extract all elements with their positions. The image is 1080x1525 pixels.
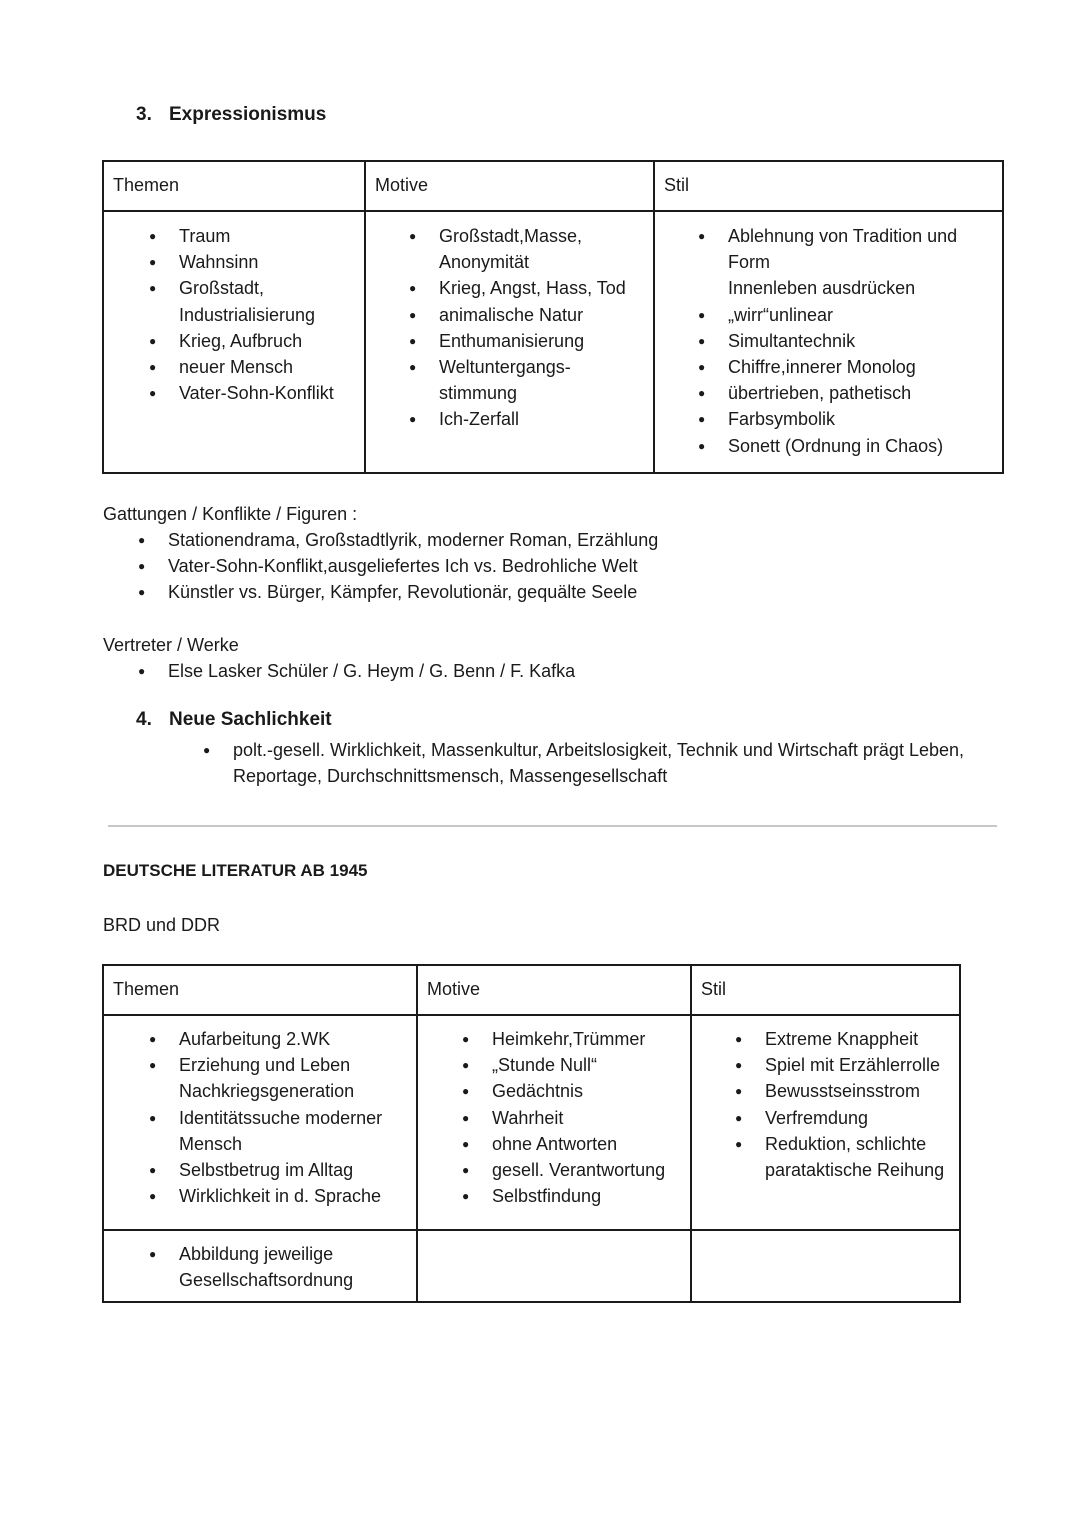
- list-item: ● übertrieben, pathetisch: [728, 380, 1002, 406]
- list-item: ● Ablehnung von Tradition und: [728, 223, 1002, 249]
- list-item: ● ohne Antworten: [492, 1131, 690, 1157]
- motive-cell: [417, 1015, 691, 1230]
- list-item: ● Selbstfindung: [492, 1183, 690, 1209]
- table-header-themen: Themen: [103, 161, 365, 211]
- list-item: ● polt.-gesell. Wirklichkeit, Massenkultur, Arbeitslosigkeit, Technik und Wirtschaft prägt Leben,: [233, 737, 964, 763]
- literatur-1945-subtitle: BRD und DDR: [103, 915, 221, 935]
- empty-cell: [417, 1230, 691, 1302]
- empty-cell: [691, 1230, 960, 1302]
- list-item: ● Krieg, Aufbruch: [179, 328, 364, 354]
- list-item: parataktische Reihung: [765, 1160, 945, 1181]
- section-number: 3.: [136, 104, 152, 125]
- table-header-motive: Motive: [365, 161, 654, 211]
- list-item: ● gesell. Verantwortung: [492, 1157, 690, 1183]
- themen-cell: [103, 211, 365, 473]
- list-item: ● Spiel mit Erzählerrolle: [765, 1052, 959, 1078]
- list-item: ● Stationendrama, Großstadtlyrik, moderner Roman, Erzählung: [168, 527, 658, 553]
- table-header-motive: Motive: [417, 965, 691, 1015]
- list-item: ● Traum: [179, 223, 364, 249]
- list-item: ● animalische Natur: [439, 302, 653, 328]
- gattungen-label: Gattungen / Konflikte / Figuren :: [103, 504, 358, 524]
- list-item: ● Identitätssuche moderner: [179, 1105, 416, 1131]
- list-item: ● „Stunde Null“: [492, 1052, 690, 1078]
- expressionismus-table: [102, 160, 1004, 474]
- list-item: ● neuer Mensch: [179, 354, 364, 380]
- list-item: ● Ich-Zerfall: [439, 406, 653, 432]
- literatur-1945-title: DEUTSCHE LITERATUR AB 1945: [103, 861, 368, 880]
- sachlichkeit-list: [233, 737, 964, 789]
- list-item: Industrialisierung: [179, 304, 316, 325]
- themen-cell: [103, 1015, 417, 1230]
- list-item: ● Heimkehr,Trümmer: [492, 1026, 690, 1052]
- list-item: ● Krieg, Angst, Hass, Tod: [439, 275, 653, 301]
- list-item: ● Else Lasker Schüler / G. Heym / G. Benn / F. Kafka: [168, 658, 575, 684]
- list-item: ● Weltuntergangs-: [439, 354, 653, 380]
- literatur-1945-table: [102, 964, 961, 1303]
- list-item: ● Simultantechnik: [728, 328, 1002, 354]
- extra-themen-cell: [103, 1230, 417, 1302]
- list-item: ● Vater-Sohn-Konflikt: [179, 380, 364, 406]
- vertreter-label: Vertreter / Werke: [103, 635, 239, 655]
- list-item: ● Wirklichkeit in d. Sprache: [179, 1183, 416, 1209]
- list-item: ● Farbsymbolik: [728, 406, 1002, 432]
- list-item: ● Reduktion, schlichte: [765, 1131, 959, 1157]
- table-header-stil: Stil: [691, 965, 960, 1015]
- list-item: ● Wahnsinn: [179, 249, 364, 275]
- list-item: Nachkriegsgeneration: [179, 1081, 355, 1102]
- list-item: Innenleben ausdrücken: [728, 278, 916, 299]
- list-item: Anonymität: [439, 252, 530, 273]
- list-item: Reportage, Durchschnittsmensch, Massengesellschaft: [233, 766, 668, 787]
- stil-cell: [654, 211, 1003, 473]
- section-heading-sachlichkeit: [136, 709, 332, 731]
- list-item: ● Erziehung und Leben: [179, 1052, 416, 1078]
- gattungen-list: [168, 527, 658, 606]
- section-title: Neue Sachlichkeit: [169, 709, 332, 730]
- section-title: Expressionismus: [169, 104, 327, 125]
- list-item: ● Enthumanisierung: [439, 328, 653, 354]
- list-item: ● Extreme Knappheit: [765, 1026, 959, 1052]
- table-header-stil: Stil: [654, 161, 1003, 211]
- list-item: Mensch: [179, 1133, 243, 1154]
- list-item: ● Aufarbeitung 2.WK: [179, 1026, 416, 1052]
- list-item: ● Gedächtnis: [492, 1078, 690, 1104]
- stil-cell: [691, 1015, 960, 1230]
- list-item: ● Bewusstseinsstrom: [765, 1078, 959, 1104]
- list-item: ● Wahrheit: [492, 1105, 690, 1131]
- list-item: stimmung: [439, 383, 518, 404]
- list-item: Gesellschaftsordnung: [179, 1270, 354, 1291]
- section-divider: [108, 825, 997, 827]
- vertreter-list: [168, 658, 575, 684]
- list-item: Form: [728, 252, 770, 273]
- list-item: ● Vater-Sohn-Konflikt,ausgeliefertes Ich vs. Bedrohliche Welt: [168, 553, 658, 579]
- list-item: ● Großstadt,Masse,: [439, 223, 653, 249]
- list-item: ● Künstler vs. Bürger, Kämpfer, Revolutionär, gequälte Seele: [168, 579, 658, 605]
- motive-cell: [365, 211, 654, 473]
- list-item: ● Chiffre,innerer Monolog: [728, 354, 1002, 380]
- list-item: ● Selbstbetrug im Alltag: [179, 1157, 416, 1183]
- list-item: ● Großstadt,: [179, 275, 364, 301]
- list-item: ● Abbildung jeweilige: [179, 1241, 416, 1267]
- list-item: ● Sonett (Ordnung in Chaos): [728, 433, 1002, 459]
- table-header-themen: Themen: [103, 965, 417, 1015]
- list-item: ● „wirr“unlinear: [728, 302, 1002, 328]
- section-heading-expressionismus: [136, 104, 326, 126]
- section-number: 4.: [136, 709, 152, 730]
- list-item: ● Verfremdung: [765, 1105, 959, 1131]
